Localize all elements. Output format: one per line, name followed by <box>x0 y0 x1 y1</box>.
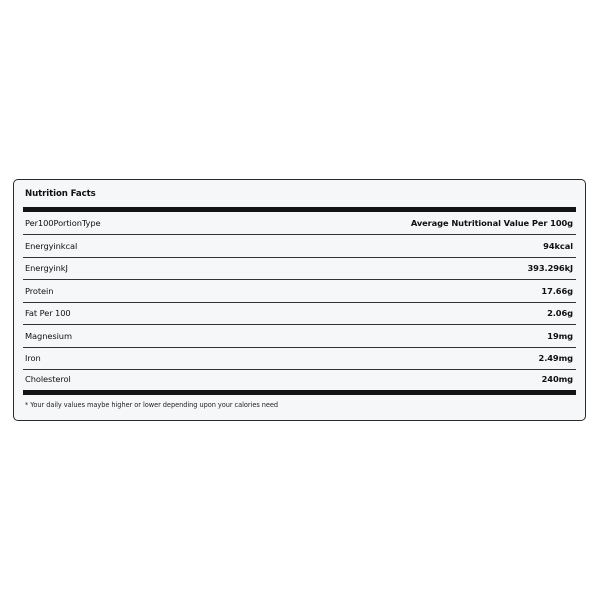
nutrition-row-magnesium <box>23 325 576 348</box>
row-value: 2.06g <box>547 308 573 319</box>
row-label: Protein <box>25 285 54 296</box>
row-label: Iron <box>25 353 41 364</box>
row-value: 393.296kJ <box>527 263 573 274</box>
row-value: 17.66g <box>541 285 573 296</box>
row-value: 19mg <box>547 330 573 341</box>
nutrition-row-energy-kcal <box>23 235 576 258</box>
nutrition-row-protein <box>23 280 576 303</box>
row-label: EnergyinkJ <box>25 263 68 274</box>
row-value: 94kcal <box>543 240 573 251</box>
daily-values-footnote: * Your daily values maybe higher or lower depending upon your calories need <box>25 401 279 409</box>
nutrition-row-energy-kj <box>23 258 576 281</box>
row-value: 2.49mg <box>538 353 573 364</box>
nutrition-facts-panel <box>13 179 586 421</box>
row-label: Energyinkcal <box>25 240 78 251</box>
row-label: Cholesterol <box>25 374 71 384</box>
nutrition-row-cholesterol <box>23 368 576 390</box>
row-label: Fat Per 100 <box>25 308 71 319</box>
bottom-divider <box>23 390 576 395</box>
header-label: Per100PortionType <box>25 218 101 228</box>
nutrition-header-row <box>23 212 576 235</box>
row-value: 240mg <box>541 374 573 384</box>
row-label: Magnesium <box>25 330 72 341</box>
header-value: Average Nutritional Value Per 100g <box>410 218 573 228</box>
nutrition-title: Nutrition Facts <box>25 189 96 199</box>
nutrition-row-fat <box>23 303 576 326</box>
nutrition-row-iron <box>23 348 576 371</box>
